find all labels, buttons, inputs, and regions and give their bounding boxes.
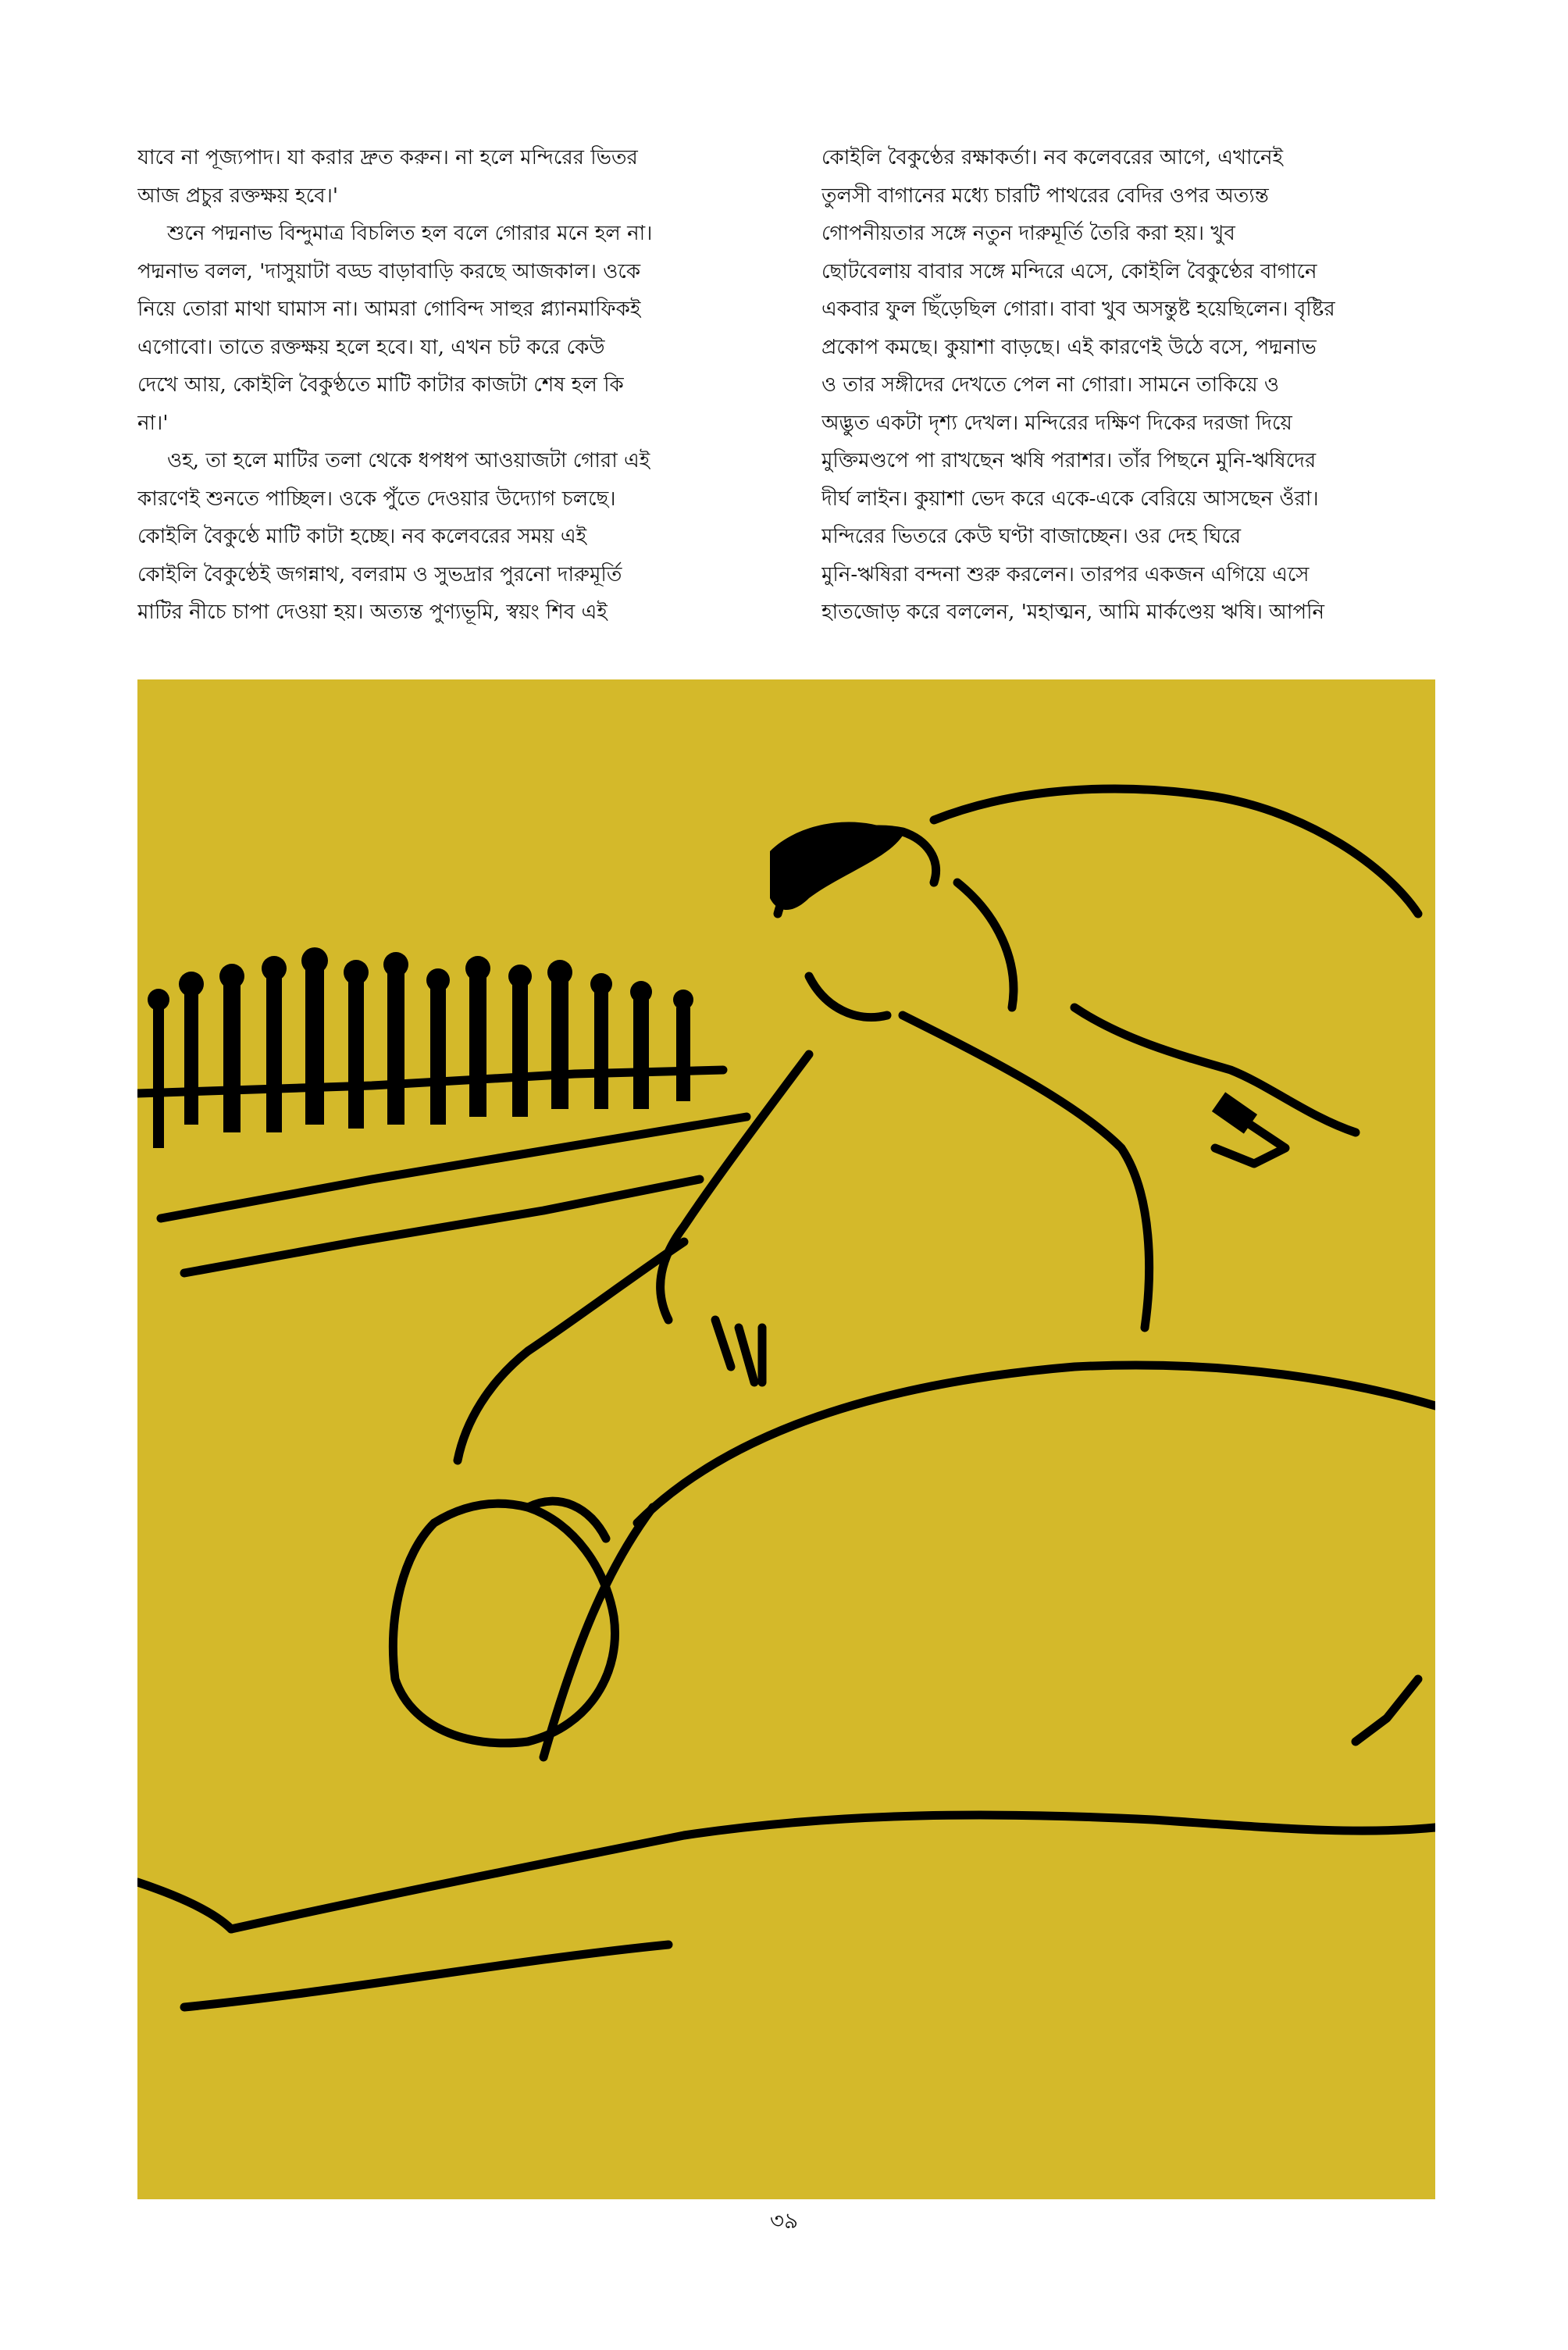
right-text-column [821,139,1438,632]
text-line: মন্দিরের ভিতরে কেউ ঘণ্টা বাজাচ্ছেন। ওর দেহ ঘিরে [821,525,1242,548]
figure-head [426,968,450,992]
left-text-column [137,139,754,632]
figure-silhouette [633,1000,649,1109]
text-line: ওহ, তা হলে মাটির তলা থেকে ধপধপ আওয়াজটা গোরা এই [167,449,650,472]
figure-silhouette [551,980,568,1109]
figure-head [148,989,169,1011]
text-line: না।' [137,411,169,435]
figure-head [465,956,490,981]
text-line: মাটির নীচে চাপা দেওয়া হয়। অত্যন্ত পুণ্যভূমি, স্বয়ং শিব এই [137,601,608,624]
text-line: ও তার সঙ্গীদের দেখতে পেল না গোরা। সামনে তাকিয়ে ও [821,373,1279,397]
text-line: মুনি-ঋষিরা বন্দনা শুরু করলেন। তারপর একজন এগিয়ে এসে [821,562,1310,587]
figure-silhouette [676,1007,690,1101]
figure-head [219,964,244,989]
figure-head [590,973,612,995]
illustration-panel [137,679,1435,2199]
figure-silhouette [594,992,608,1109]
text-line: দীর্ঘ লাইন। কুয়াশা ভেদ করে একে-একে বেরিয়ে আসছেন ওঁরা। [821,487,1319,511]
figure-head [383,952,408,977]
figure-head [547,960,572,985]
text-line: কোইলি বৈকুণ্ঠে মাটি কাটা হচ্ছে। নব কলেবরের সময় এই [137,525,587,548]
figure-head [344,960,369,985]
text-line: কারণেই শুনতে পাচ্ছিল। ওকে পুঁতে দেওয়ার উদ্যোগ চলছে। [137,487,616,511]
figure-head [262,956,287,981]
text-line: ছোটবেলায় বাবার সঙ্গে মন্দিরে এসে, কোইলি বৈকুণ্ঠের বাগানে [821,259,1317,283]
text-line: নিয়ে তোরা মাথা ঘামাস না। আমরা গোবিন্দ সাহুর প্ল্যানমাফিকই [137,298,641,321]
figure-silhouette [348,980,364,1129]
figure-silhouette [387,972,404,1125]
line-drawing [137,679,1435,2199]
figure-silhouette [512,984,528,1117]
text-line: মুক্তিমণ্ডপে পা রাখছেন ঋষি পরাশর। তাঁর পিছনে মুনি-ঋষিদের [821,449,1317,472]
figure-head [301,947,328,974]
figure-silhouette [430,988,446,1125]
text-line: এগোবো। তাতে রক্তক্ষয় হলে হবে। যা, এখন চট করে কেউ [137,335,605,359]
text-line: গোপনীয়তার সঙ্গে নতুন দারুমূর্তি তৈরি করা হয়। খুব [821,222,1235,245]
page-number: ৩৯ [769,2208,799,2234]
figure-head [630,981,652,1003]
figure-silhouette [305,968,324,1125]
figure-silhouette [469,976,486,1117]
figure-head [179,972,204,997]
text-line: তুলসী বাগানের মধ্যে চারটি পাথরের বেদির ওপর অত্যন্ত [821,184,1269,208]
figure-silhouette [184,992,198,1125]
text-line: শুনে পদ্মনাভ বিন্দুমাত্র বিচলিত হল বলে গোরার মনে হল না। [167,222,653,245]
text-line: হাতজোড় করে বললেন, 'মহাত্মন, আমি মার্কণ্ডেয় ঋষি। আপনি [821,601,1325,624]
text-line: একবার ফুল ছিঁড়েছিল গোরা। বাবা খুব অসন্তুষ্ট হয়েছিলেন। বৃষ্টির [821,298,1335,321]
text-line: পদ্মনাভ বলল, 'দাসুয়াটা বড্ড বাড়াবাড়ি করছে আজকাল। ওকে [137,259,641,283]
text-line: কোইলি বৈকুণ্ঠেই জগন্নাথ, বলরাম ও সুভদ্রার পুরনো দারুমূর্তি [137,562,622,587]
text-line: যাবে না পূজ্যপাদ। যা করার দ্রুত করুন। না হলে মন্দিরের ভিতর [137,146,638,169]
figure-head [508,965,532,988]
figure-head [673,990,693,1010]
figure-silhouette [266,976,282,1132]
text-line: আজ প্রচুর রক্তক্ষয় হবে।' [137,184,339,208]
text-line: অদ্ভুত একটা দৃশ্য দেখল। মন্দিরের দক্ষিণ দিকের দরজা দিয়ে [821,411,1292,435]
text-line: দেখে আয়, কোইলি বৈকুণ্ঠতে মাটি কাটার কাজটা শেষ হল কি [137,373,624,397]
figure-silhouette [153,1007,164,1148]
text-line: কোইলি বৈকুণ্ঠের রক্ষাকর্তা। নব কলেবরের আগে, এখানেই [821,146,1284,169]
text-line: প্রকোপ কমছে। কুয়াশা বাড়ছে। এই কারণেই উঠে বসে, পদ্মনাভ [821,335,1317,359]
figure-silhouette [223,984,241,1132]
